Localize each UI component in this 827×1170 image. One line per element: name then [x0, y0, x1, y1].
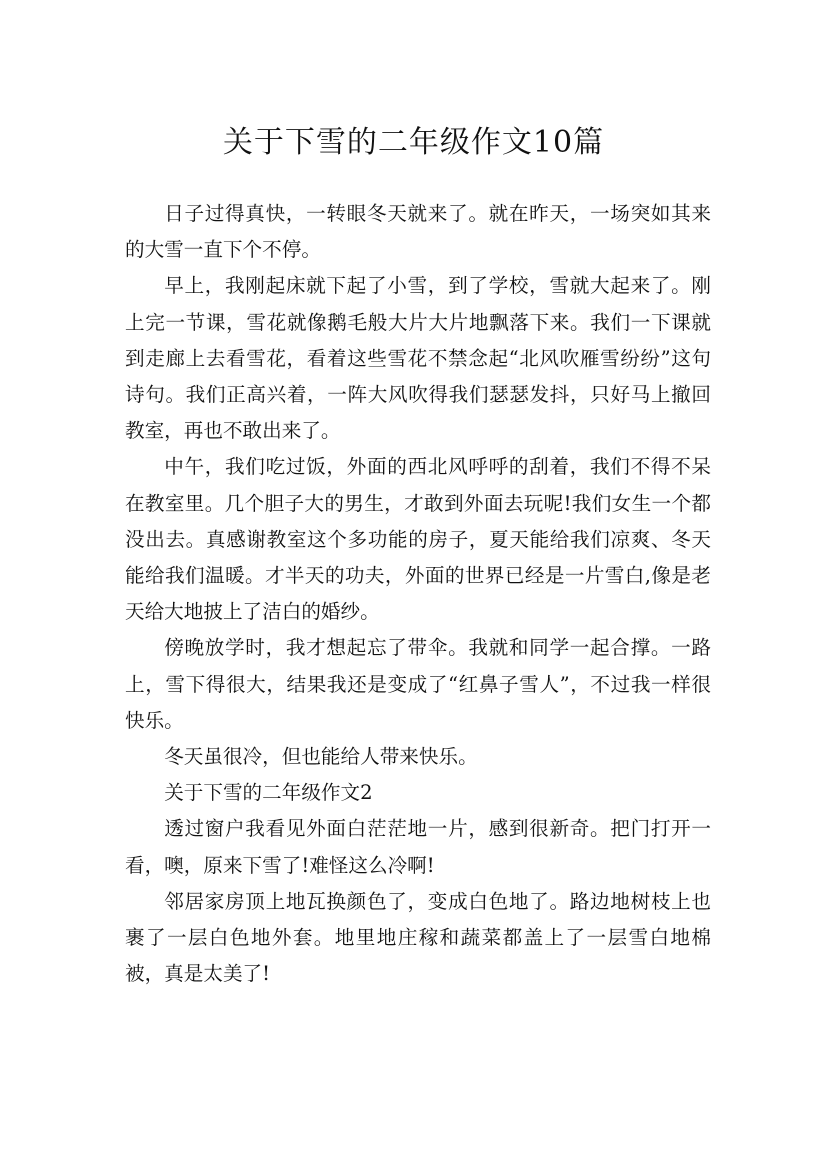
paragraph: 冬天虽很冷，但也能给人带来快乐。 [164, 745, 478, 769]
document-body [125, 196, 711, 992]
paragraph: 中午，我们吃过饭，外面的西北风呼呼的刮着，我们不得不呆在教室里。几个胆子大的男生，才敢到外面去玩呢!我们女生一个都没出去。真感谢教室这个多功能的房子，夏天能给我们凉爽、冬天能给我们温暖。才半天的功夫，外面的世界已经是一片雪白,像是老天给大地披上了洁白的婚纱。 [125, 455, 711, 624]
section-heading: 关于下雪的二年级作文2 [164, 781, 373, 805]
document-title: 关于下雪的二年级作文10篇 [222, 125, 605, 161]
paragraph: 日子过得真快，一转眼冬天就来了。就在昨天，一场突如其来的大雪一直下个不停。 [125, 202, 711, 262]
paragraph: 早上，我刚起床就下起了小雪，到了学校，雪就大起来了。刚上完一节课，雪花就像鹅毛般大片大片地飘落下来。我们一下课就到走廊上去看雪花，看着这些雪花不禁念起“北风吹雁雪纷纷”这句诗句。我们正高兴着，一阵大风吹得我们瑟瑟发抖，只好马上撤回教室，再也不敢出来了。 [125, 274, 711, 443]
paragraph: 邻居家房顶上地瓦换颜色了，变成白色地了。路边地树枝上也裹了一层白色地外套。地里地庄稼和蔬菜都盖上了一层雪白地棉被，真是太美了! [125, 889, 711, 986]
paragraph: 傍晚放学时，我才想起忘了带伞。我就和同学一起合撑。一路上，雪下得很大，结果我还是变成了“红鼻子雪人”，不过我一样很快乐。 [125, 636, 711, 732]
paragraph: 透过窗户我看见外面白茫茫地一片，感到很新奇。把门打开一看，噢，原来下雪了!难怪这么冷啊! [125, 817, 711, 877]
